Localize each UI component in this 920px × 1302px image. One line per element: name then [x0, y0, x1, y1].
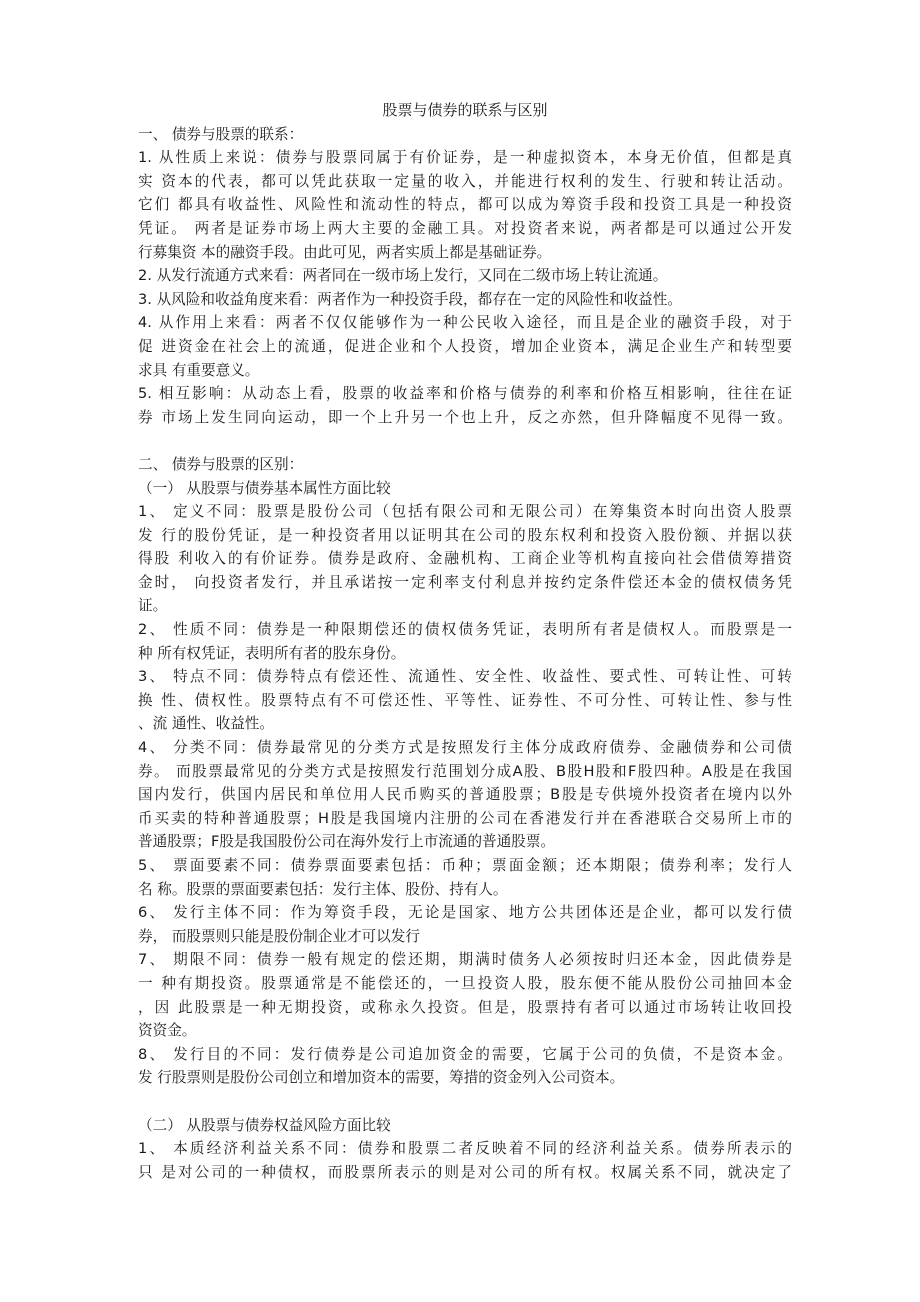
text-line: 6、 发行主体不同：作为筹资手段，无论是国家、地方公共团体还是企业，都可以发行债: [138, 904, 792, 922]
text-line: 8、 发行目的不同：发行债券是公司追加资金的需要，它属于公司的负债，不是资本金。: [138, 1045, 792, 1063]
text-line: 、流 通性、收益性。: [138, 715, 274, 733]
blank-line: [138, 429, 792, 453]
text-line: 券， 而股票则只能是股份制企业才可以发行: [138, 927, 420, 945]
text-line: 4、 分类不同：债券最常见的分类方式是按照发行主体分成政府债券、金融债券和公司债: [138, 739, 792, 757]
text-line: 1、 本质经济利益关系不同：债券和股票二者反映着不同的经济利益关系。债券所表示的: [138, 1140, 792, 1158]
text-line: 发 行股票则是股份公司创立和增加资本的需要，筹措的资金列入公司资本。: [138, 1069, 625, 1087]
text-line: 1、 定义不同：股票是股份公司（包括有限公司和无限公司）在筹集资本时向出资人股票: [138, 503, 792, 521]
text-line: 5. 相互影响：从动态上看，股票的收益率和价格与债券的利率和价格互相影响，往往在证: [138, 385, 792, 403]
text-line: 求具 有重要意义。: [138, 361, 260, 379]
document-body: [138, 123, 792, 1185]
text-line: 名 称。股票的票面要素包括：发行主体、股份、持有人。: [138, 880, 508, 898]
text-line: 3. 从风险和收益角度来看：两者作为一种投资手段，都存在一定的风险性和收益性。: [138, 290, 682, 308]
text-line: 发 行的股份凭证，是一种投资者用以证明其在公司的股东权利和投资入股份额、并据以获: [138, 526, 792, 544]
text-line: 行募集资 本的融资手段。由此可见，两者实质上都是基础证券。: [138, 243, 552, 261]
text-line: （一） 从股票与债券基本属性方面比较: [138, 479, 391, 497]
text-line: 2. 从发行流通方式来看：两者同在一级市场上发行，又同在二级市场上转让流通。: [138, 267, 668, 285]
text-line: 国内发行，供国内居民和单位用人民币购买的普通股票；B股是专供境外投资者在境内以外: [138, 786, 792, 804]
text-line: 2、 性质不同：债券是一种限期偿还的债权债务凭证，表明所有者是债权人。而股票是一: [138, 621, 792, 639]
blank-line: [138, 1090, 792, 1114]
text-line: ，因 此股票是一种无期投资，或称永久投资。但是，股票持有者可以通过市场转让收回投: [138, 998, 792, 1016]
text-line: 币买卖的特种普通股票；H股是我国境内注册的公司在香港发行并在香港联合交易所上市的: [138, 809, 792, 827]
text-line: 5、 票面要素不同：债券票面要素包括：币种；票面金额；还本期限；债券利率；发行人: [138, 857, 792, 874]
text-line: 券。 而股票最常见的分类方式是按照发行范围划分成A股、B股H股和F股四种。A股是在我国: [138, 762, 792, 780]
text-line: 券 市场上发生同向运动，即一个上升另一个也上升，反之亦然，但升降幅度不见得一致。: [138, 408, 792, 426]
text-line: 一 种有期投资。股票通常是不能偿还的，一旦投资人股，股东便不能从股份公司抽回本金: [138, 974, 792, 992]
text-line: 1. 从性质上来说：债券与股票同属于有价证券，是一种虚拟资本，本身无价值，但都是真: [138, 149, 792, 167]
text-line: 证。: [138, 597, 168, 615]
text-line: 普通股票；F股是我国股份公司在海外发行上市流通的普通股票。: [138, 833, 556, 851]
document-page: [138, 99, 792, 1184]
text-line: 只 是对公司的一种债权，而股票所表示的则是对公司的所有权。权属关系不同，就决定了: [138, 1163, 792, 1181]
text-line: 换 性、债权性。股票特点有不可偿还性、平等性、证券性、不可分性、可转让性、参与性: [138, 691, 792, 709]
text-line: 凭证。 两者是证券市场上两大主要的金融工具。对投资者来说，两者都是可以通过公开发: [138, 219, 792, 237]
document-title: 股票与债券的联系与区别: [382, 101, 548, 119]
text-line: 实 资本的代表，都可以凭此获取一定量的收入，并能进行权利的发生、行驶和转让活动。: [138, 172, 792, 190]
text-line: 4. 从作用上来看：两者不仅仅能够作为一种公民收入途径，而且是企业的融资手段，对于: [138, 314, 792, 332]
text-line: 7、 期限不同：债券一般有规定的偿还期，期满时债务人必须按时归还本金，因此债券是: [138, 951, 792, 969]
text-line: 一、 债券与股票的联系：: [138, 125, 304, 143]
text-line: 促 进资金在社会上的流通，促进企业和个人投资，增加企业资本，满足企业生产和转型要: [138, 337, 792, 355]
text-line: 资资金。: [138, 1022, 197, 1040]
text-line: 得股 利收入的有价证券。债券是政府、金融机构、工商企业等机构直接向社会借债筹措资: [138, 550, 792, 568]
text-line: 3、 特点不同：债券特点有偿还性、流通性、安全性、收益性、要式性、可转让性、可转: [138, 668, 792, 686]
text-line: （二） 从股票与债券权益风险方面比较: [138, 1116, 391, 1134]
text-line: 二、 债券与股票的区别：: [138, 455, 304, 473]
text-line: 它们 都具有收益性、风险性和流动性的特点，都可以成为筹资手段和投资工具是一种投资: [138, 196, 792, 214]
text-line: 金时， 向投资者发行，并且承诺按一定利率支付利息并按约定条件偿还本金的债权债务凭: [138, 573, 792, 591]
text-line: 种 所有权凭证，表明所有者的股东身份。: [138, 644, 406, 662]
